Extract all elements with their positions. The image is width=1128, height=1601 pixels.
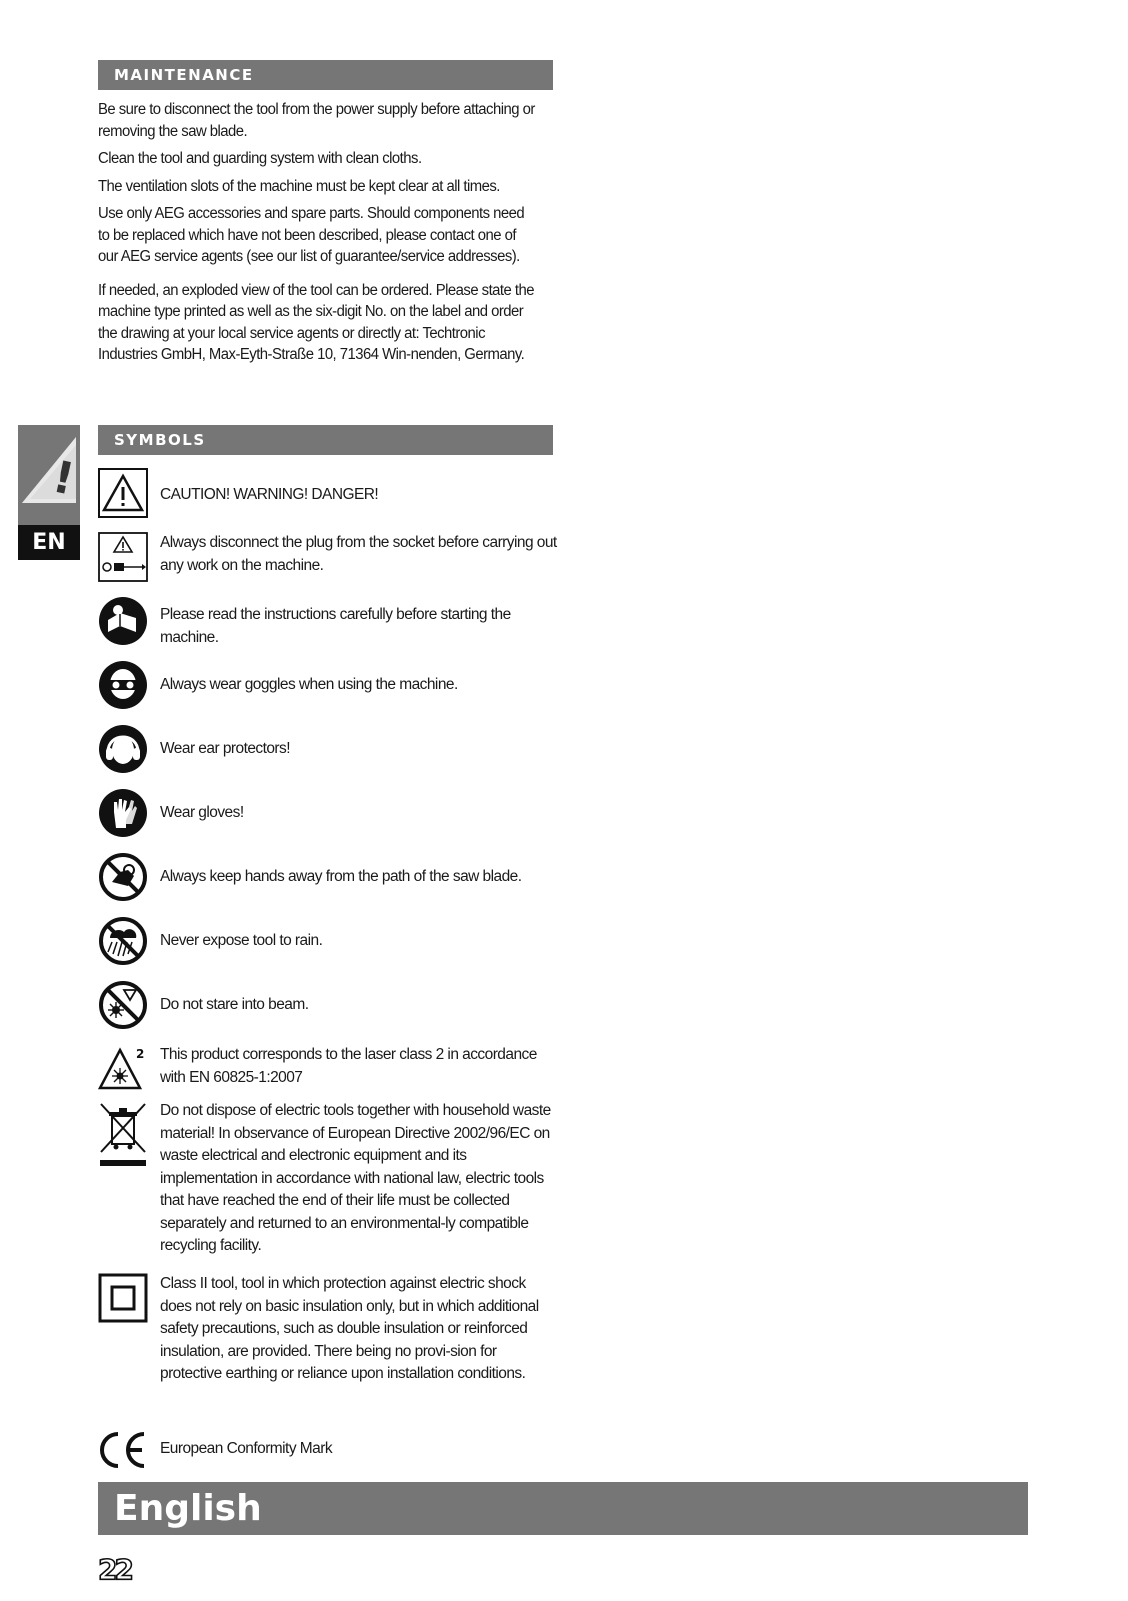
- svg-text:2: 2: [136, 1047, 145, 1061]
- no-stare-beam-icon: [98, 980, 148, 1030]
- read-manual-icon: [98, 596, 148, 646]
- maintenance-heading: MAINTENANCE: [98, 60, 553, 90]
- symbol-text: Always wear goggles when using the machine.: [160, 676, 458, 693]
- class-ii-icon: [98, 1273, 148, 1323]
- no-rain-icon: [98, 916, 148, 966]
- symbols-heading: SYMBOLS: [98, 425, 553, 455]
- maintenance-para-5: If needed, an exploded view of the tool can be ordered. Please state the machine type printed as well as the six-digit No. on the label and order the drawing at your local service agents or directly at: Techtronic Industries GmbH, Max-Eyth-Straße 10, 71364 Win-nenden, Germany.: [98, 281, 535, 363]
- unplug-icon: [98, 532, 148, 582]
- laser-class-2-icon: [98, 1044, 148, 1094]
- warning-triangle-icon: [98, 468, 148, 518]
- symbol-text: Always keep hands away from the path of the saw blade.: [160, 868, 522, 885]
- hands-away-icon: [98, 852, 148, 902]
- svg-text:!: !: [48, 451, 79, 506]
- gloves-icon: [98, 788, 148, 838]
- maintenance-para-3: The ventilation slots of the machine must be kept clear at all times.: [98, 177, 500, 195]
- maintenance-body: [98, 99, 553, 372]
- side-language-label: EN: [18, 525, 80, 560]
- symbol-text: Please read the instructions carefully before starting the machine.: [160, 606, 511, 646]
- ce-mark-icon: [98, 1430, 148, 1470]
- symbol-text: European Conformity Mark: [160, 1440, 333, 1457]
- symbol-text: Do not stare into beam.: [160, 996, 309, 1013]
- symbol-text: Wear ear protectors!: [160, 740, 290, 757]
- page-number: 22: [98, 1553, 131, 1586]
- maintenance-para-4: Use only AEG accessories and spare parts. Should components need to be replaced which have not been described, please contact one of our AEG service agents (see our list of guarantee/service addresses).: [98, 205, 525, 265]
- goggles-icon: [98, 660, 148, 710]
- ear-protection-icon: [98, 724, 148, 774]
- symbol-text: CAUTION! WARNING! DANGER!: [160, 486, 379, 503]
- warning-icon: [18, 425, 80, 525]
- symbol-text: This product corresponds to the laser class 2 in accordance with EN 60825-1:2007: [160, 1046, 537, 1086]
- maintenance-para-2: Clean the tool and guarding system with clean cloths.: [98, 150, 422, 167]
- weee-bin-icon: [98, 1100, 148, 1172]
- symbol-text: Always disconnect the plug from the socket before carrying out any work on the machine.: [160, 534, 557, 574]
- footer-language-bar: English: [98, 1482, 1028, 1535]
- side-language-tab: [18, 425, 80, 560]
- symbol-text: Class II tool, tool in which protection against electric shock does not rely on basic insulation only, but in which additional safety precautions, such as double insulation or reinforced insulation, are provided. There being no provi-sion for protective earthing or reliance upon installation conditions.: [160, 1275, 539, 1382]
- symbol-text: Never expose tool to rain.: [160, 932, 323, 949]
- symbol-text: Do not dispose of electric tools together with household waste material! In observance of European Directive 2002/96/EC on waste electrical and electronic equipment and its implementation in accordance with national law, electric tools that have reached the end of their life must be collected separately and returned to an environmental-ly compatible recycling facility.: [160, 1102, 551, 1254]
- symbol-text: Wear gloves!: [160, 804, 244, 821]
- maintenance-para-1: Be sure to disconnect the tool from the power supply before attaching or removing the saw blade.: [98, 101, 535, 140]
